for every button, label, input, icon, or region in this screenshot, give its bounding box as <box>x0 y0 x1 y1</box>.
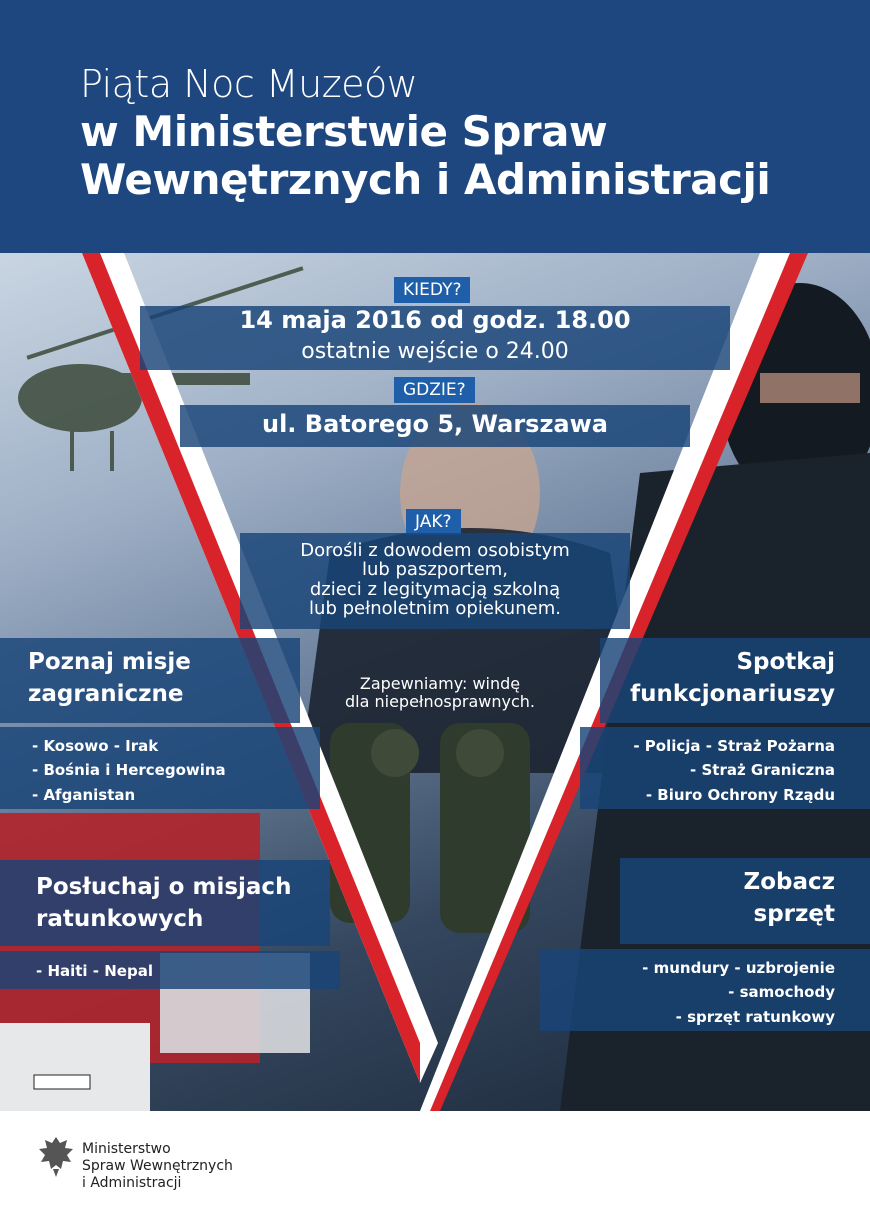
last-entry-time: ostatnie wejście o 24.00 <box>301 339 569 364</box>
accessibility-note-line: dla niepełnosprawnych. <box>345 692 535 712</box>
ministry-name-line: Ministerstwo <box>82 1141 171 1157</box>
header-banner <box>0 0 870 253</box>
event-title <box>80 108 770 205</box>
equipment-title-line: sprzęt <box>753 901 835 928</box>
event-address: ul. Batorego 5, Warszawa <box>261 410 608 438</box>
missions-list <box>32 734 226 807</box>
event-title-line-1: w Ministerstwie Spraw <box>80 107 608 156</box>
rescue-title-line: Posłuchaj o misjach <box>36 874 292 900</box>
missions-title-line: Poznaj misje <box>28 649 191 675</box>
equipment-title-line: Zobacz <box>743 869 835 895</box>
officers-list <box>633 734 835 807</box>
rescue-title-line: ratunkowych <box>36 906 204 933</box>
ministry-name-line: i Administracji <box>82 1174 182 1191</box>
list-item: - Biuro Ochrony Rządu <box>645 785 835 804</box>
rescue-title <box>36 871 291 935</box>
officers-title <box>630 646 835 710</box>
when-label: KIEDY? <box>394 277 470 303</box>
ministry-name <box>82 1141 233 1191</box>
ministry-name-line: Spraw Wewnętrznych <box>82 1157 233 1174</box>
list-item: - Straż Graniczna <box>690 761 835 780</box>
officers-title-line: Spotkaj <box>736 649 835 675</box>
entry-requirements-line: lub pełnoletnim opiekunem. <box>309 598 561 620</box>
rescue-list <box>36 959 153 983</box>
entry-requirements-line: Dorośli z dowodem osobistym <box>300 540 570 561</box>
list-item: - Haiti - Nepal <box>36 962 153 980</box>
missions-title-line: zagraniczne <box>28 681 184 708</box>
accessibility-note <box>300 675 580 712</box>
poster-photo-area <box>0 253 870 1111</box>
list-item: - Afganistan <box>32 785 136 804</box>
equipment-list <box>642 956 835 1029</box>
list-item: - Policja - Straż Pożarna <box>633 737 835 755</box>
event-title-line-2: Wewnętrznych i Administracji <box>80 155 771 205</box>
officers-title-line: funkcjonariuszy <box>630 681 835 708</box>
where-label: GDZIE? <box>394 377 475 403</box>
entry-requirements-line: dzieci z legitymacją szkolną <box>309 578 561 600</box>
accessibility-note-line: Zapewniamy: windę <box>359 674 521 693</box>
entry-requirements <box>240 541 630 619</box>
equipment-title <box>744 866 835 930</box>
event-subtitle: Piąta Noc Muzeów <box>80 62 418 106</box>
list-item: - Bośnia i Hercegowina <box>32 761 226 780</box>
missions-title <box>28 646 191 710</box>
entry-requirements-line: lub paszportem, <box>361 559 509 581</box>
event-date: 14 maja 2016 od godz. 18.00 <box>239 306 631 334</box>
list-item: - mundury - uzbrojenie <box>642 959 835 977</box>
list-item: - samochody <box>728 983 835 1002</box>
footer <box>0 1111 870 1219</box>
list-item: - Kosowo - Irak <box>32 737 159 755</box>
eagle-emblem-icon <box>37 1135 75 1179</box>
list-item: - sprzęt ratunkowy <box>675 1007 835 1026</box>
how-label: JAK? <box>406 509 461 535</box>
